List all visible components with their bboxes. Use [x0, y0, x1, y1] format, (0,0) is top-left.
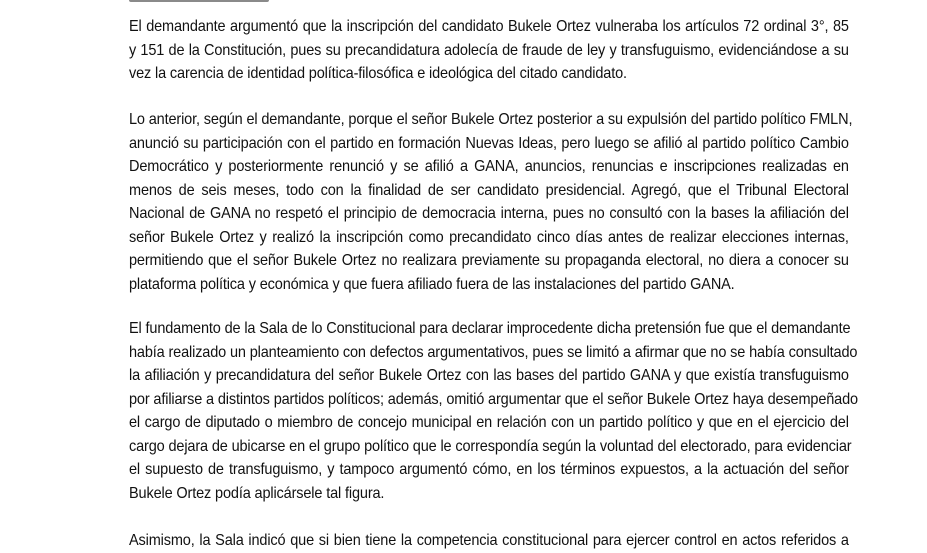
text-line: la afiliación y precandidatura del señor Bukele Ortez con las bases del partido GANA y que existía transfuguismo — [129, 367, 849, 384]
text-line: Bukele Ortez podía aplicársele tal figura. — [129, 484, 385, 502]
text-line: había realizado un planteamiento con defectos argumentativos, pues se limitó a afirmar que no se había consultado — [129, 343, 858, 361]
text-line: el supuesto de transfuguismo, y tampoco argumentó cómo, en los términos expuestos, a la actuación del señor — [129, 461, 849, 478]
clipped-previous-line — [129, 0, 269, 9]
text-line: menos de seis meses, todo con la finalidad de ser candidato presidencial. Agregó, que el Tribunal Electoral — [129, 181, 849, 199]
text-line: Asimismo, la Sala indicó que si bien tiene la competencia constitucional para ejercer control en actos referidos a — [129, 532, 849, 549]
text-line: señor Bukele Ortez y realizó la inscripción como precandidato cinco días antes de realizar elecciones internas, — [129, 228, 849, 246]
paragraph-argument — [129, 15, 849, 86]
text-line: anunció su participación con el partido en formación Nuevas Ideas, pero luego se afilió al partido político Cambio — [129, 134, 849, 152]
text-line: Lo anterior, según el demandante, porque el señor Bukele Ortez posterior a su expulsión del partido político FMLN, — [129, 111, 853, 128]
text-line: por afiliarse a distintos partidos políticos; además, omitió argumentar que el señor Bukele Ortez haya desempeñado — [129, 390, 858, 408]
text-line: El fundamento de la Sala de lo Constitucional para declarar improcedente dicha pretensión fue que el demandante — [129, 320, 851, 337]
text-line: El demandante argumentó que la inscripción del candidato Bukele Ortez vulneraba los artículos 72 ordinal 3°, 85 — [129, 18, 849, 35]
text-line: cargo dejara de ubicarse en el grupo político que le correspondía según la voluntad del electorado, para evidenciar — [129, 437, 852, 455]
paragraph-continuation — [129, 529, 849, 553]
cut-off-text-fragment — [129, 0, 269, 2]
text-line: Democrático y posteriormente renunció y se afilió a GANA, anuncios, renuncias e inscripciones realizadas en — [129, 158, 849, 175]
text-line: plataforma política y económica y que fuera afiliado fuera de las instalaciones del partido GANA. — [129, 275, 735, 293]
text-line: vez la carencia de identidad política-filosófica e ideológica del citado candidato. — [129, 65, 627, 82]
paragraph-ruling — [129, 317, 858, 505]
paragraph-background — [129, 108, 853, 296]
text-line: Nacional de GANA no respetó el principio de democracia interna, pues no consultó con la bases la afiliación del — [129, 205, 849, 222]
text-line: y 151 de la Constitución, pues su precandidatura adolecía de fraude de ley y transfuguismo, evidenciándose a su — [129, 41, 849, 59]
text-line: el cargo de diputado o miembro de concejo municipal en relación con un partido político y que en el ejercicio del — [129, 414, 849, 431]
text-line: permitiendo que el señor Bukele Ortez no realizara previamente su propaganda electoral, no diera a conocer su — [129, 252, 849, 269]
